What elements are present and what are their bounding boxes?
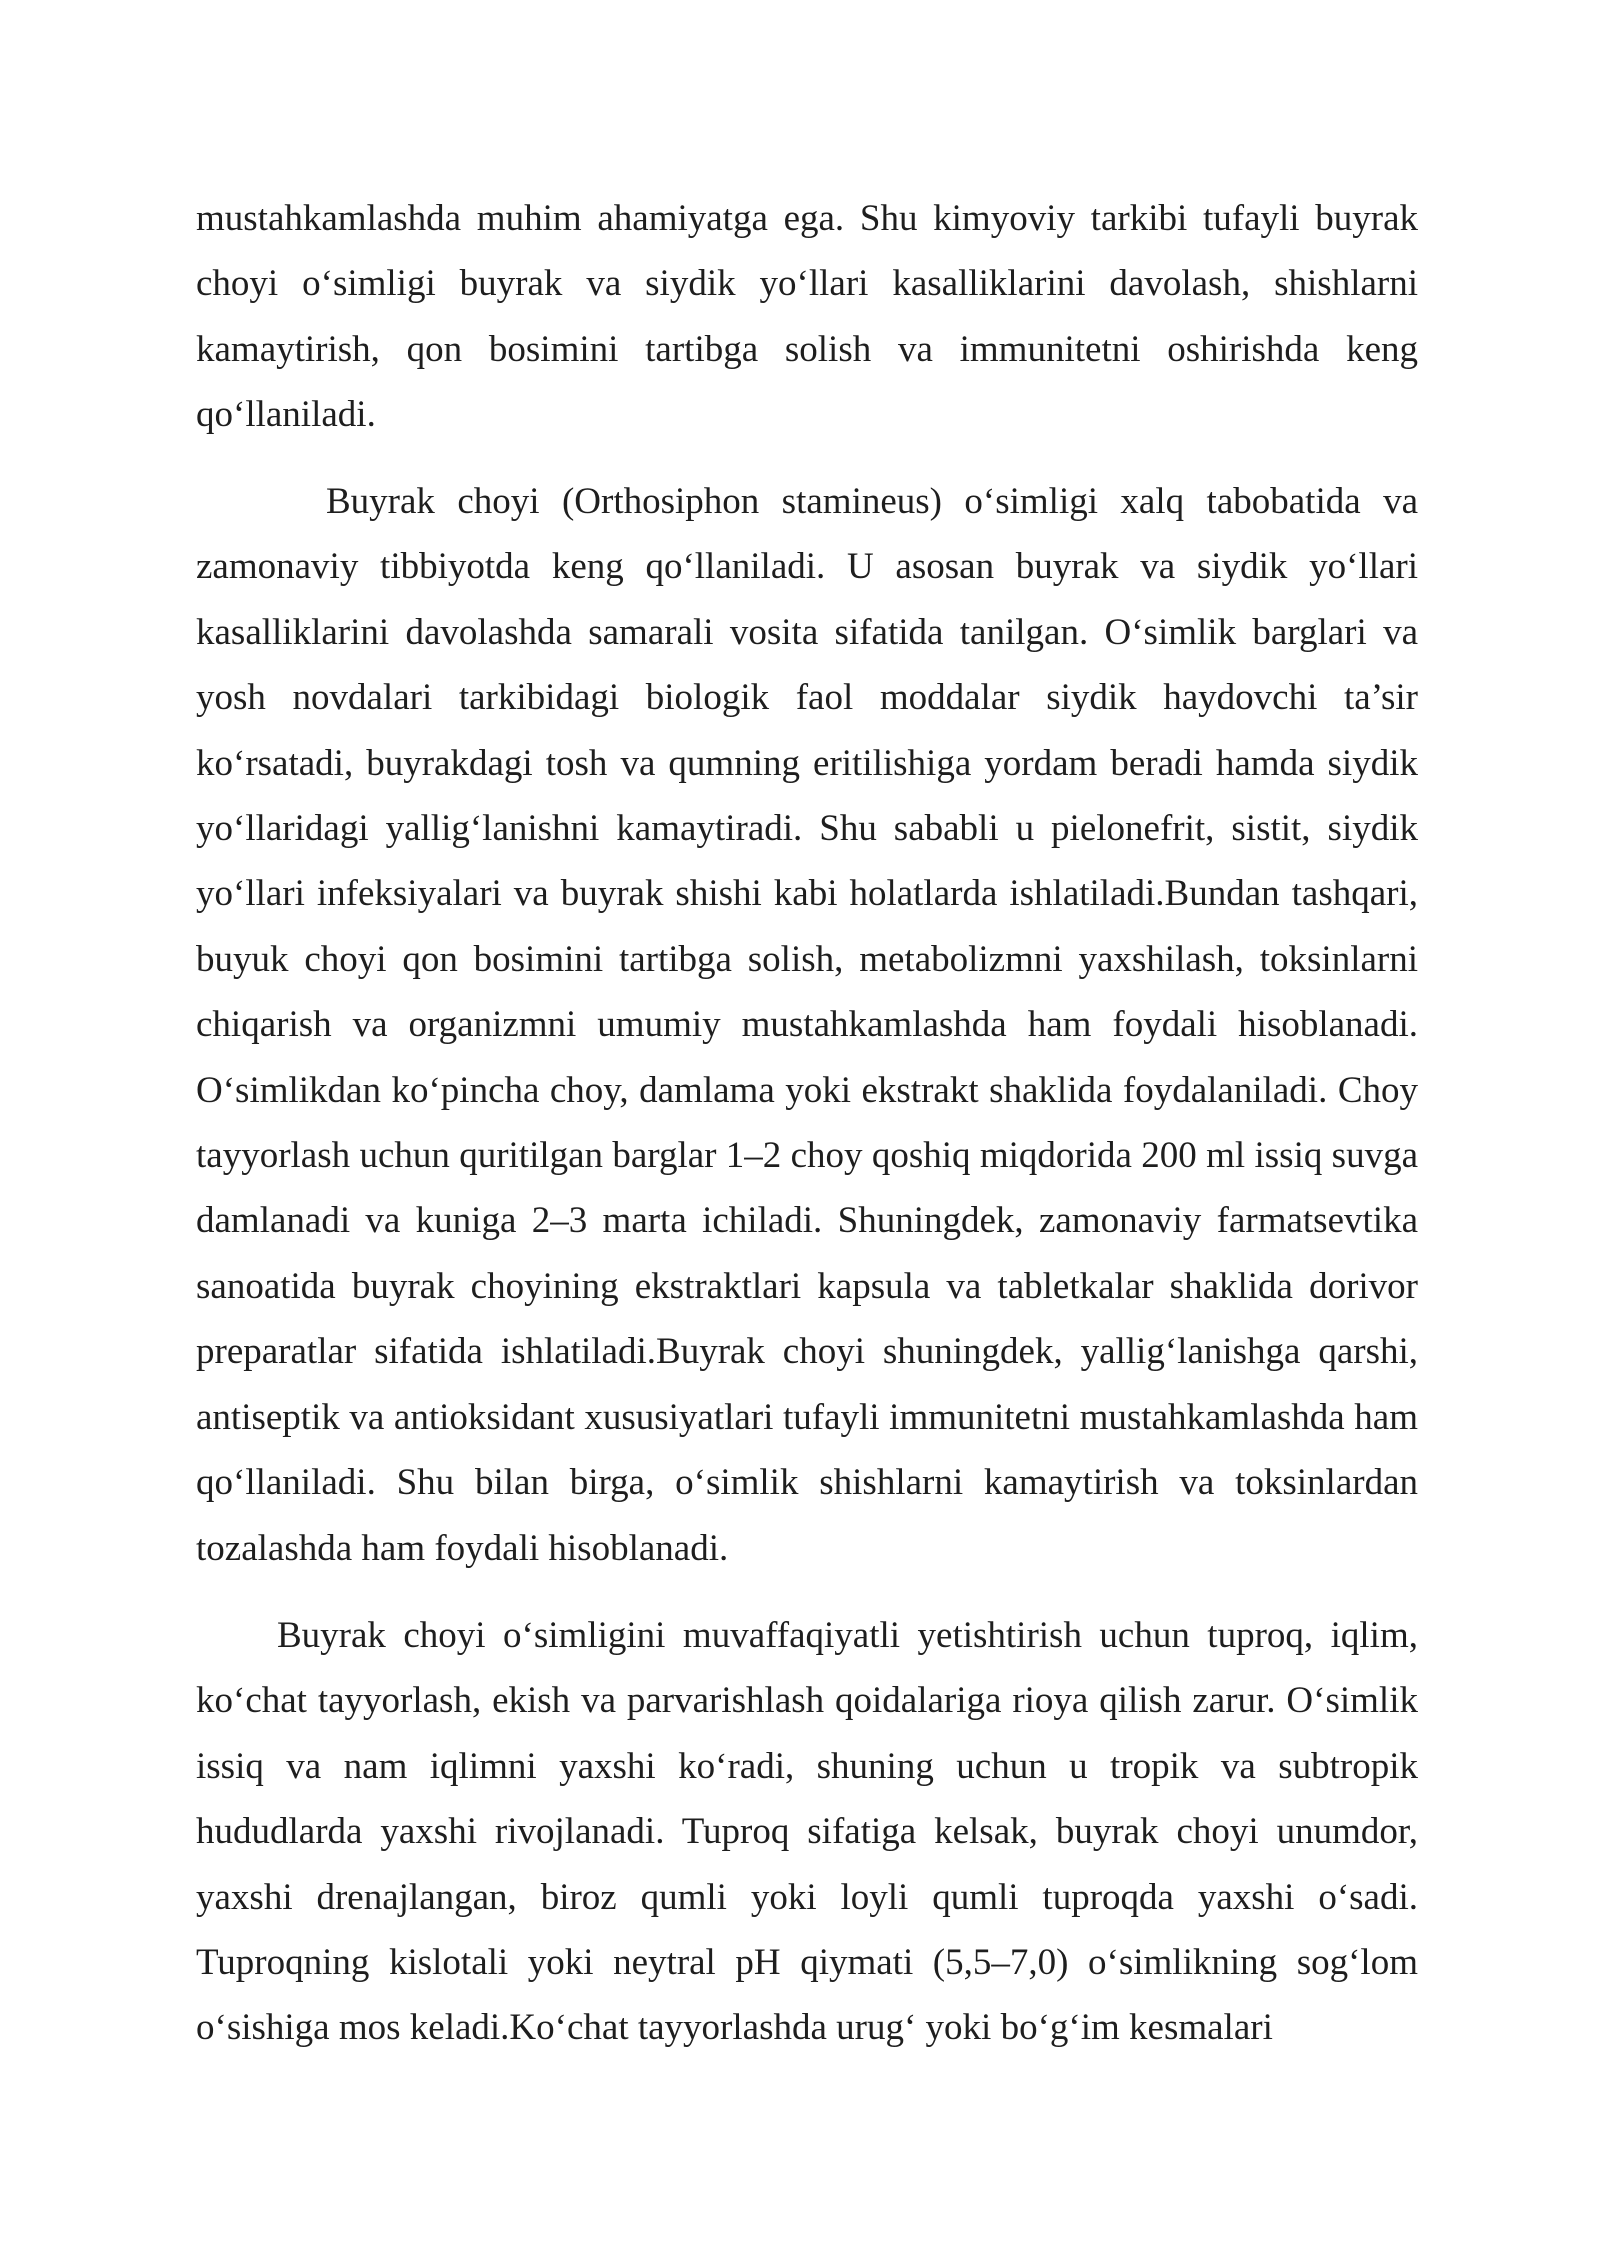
paragraph-continuation bbox=[196, 186, 1418, 448]
paragraph-2-text: Buyrak choyi (Orthosiphon stamineus) o‘simligi xalq tabobatida va zamonaviy tibbiyotda keng qo‘llaniladi. U asosan buyrak va siydik yo‘llari kasalliklarini davolashda samarali vosita sifatida tanilgan. O‘simlik barglari va yosh novdalari tarkibidagi biologik faol moddalar siydik haydovchi ta’sir ko‘rsatadi, buyrakdagi tosh va qumning eritilishiga yordam beradi hamda siydik yo‘llaridagi yallig‘lanishni kamaytiradi. Shu sababli u pielonefrit, sistit, siydik yo‘llari infeksiyalari va buyrak shishi kabi holatlarda ishlatiladi.Bundan tashqari, buyuk choyi qon bosimini tartibga solish, metabolizmni yaxshilash, toksinlarni chiqarish va organizmni umumiy mustahkamlashda ham foydali hisoblanadi. O‘simlikdan ko‘pincha choy, damlama yoki ekstrakt shaklida foydalaniladi. Choy tayyorlash uchun quritilgan barglar 1–2 choy qoshiq miqdorida 200 ml issiq suvga damlanadi va kuniga 2–3 marta ichiladi. Shuningdek, zamonaviy farmatsevtika sanoatida buyrak choyining ekstraktlari kapsula va tabletkalar shaklida dorivor preparatlar sifatida ishlatiladi.Buyrak choyi shuningdek, yallig‘lanishga qarshi, antiseptik va antioksidant xususiyatlari tufayli immunitetni mustahkamlashda ham qo‘llaniladi. Shu bilan birga, o‘simlik shishlarni kamaytirish va toksinlardan tozalashda ham foydali hisoblanadi. bbox=[196, 481, 1418, 1569]
paragraph-medical-use bbox=[196, 469, 1418, 1581]
paragraph-1-text: mustahkamlashda muhim ahamiyatga ega. Shu kimyoviy tarkibi tufayli buyrak choyi o‘simligi buyrak va siydik yo‘llari kasalliklarini davolash, shishlarni kamaytirish, qon bosimini tartibga solish va immunitetni oshirishda keng qo‘llaniladi. bbox=[196, 198, 1418, 436]
paragraph-3-text: Buyrak choyi o‘simligini muvaffaqiyatli yetishtirish uchun tuproq, iqlim, ko‘chat tayyorlash, ekish va parvarishlash qoidalariga rioya qilish zarur. O‘simlik issiq va nam iqlimni yaxshi ko‘radi, shuning uchun u tropik va subtropik hududlarda yaxshi rivojlanadi. Tuproq sifatiga kelsak, buyrak choyi unumdor, yaxshi drenajlangan, biroz qumli yoki loyli qumli tuproqda yaxshi o‘sadi. Tuproqning kislotali yoki neytral pH qiymati (5,5–7,0) o‘simlikning sog‘lom o‘sishiga mos keladi.Ko‘chat tayyorlashda urug‘ yoki bo‘g‘im kesmalari bbox=[196, 1615, 1418, 2049]
paragraph-cultivation bbox=[196, 1603, 1418, 2060]
